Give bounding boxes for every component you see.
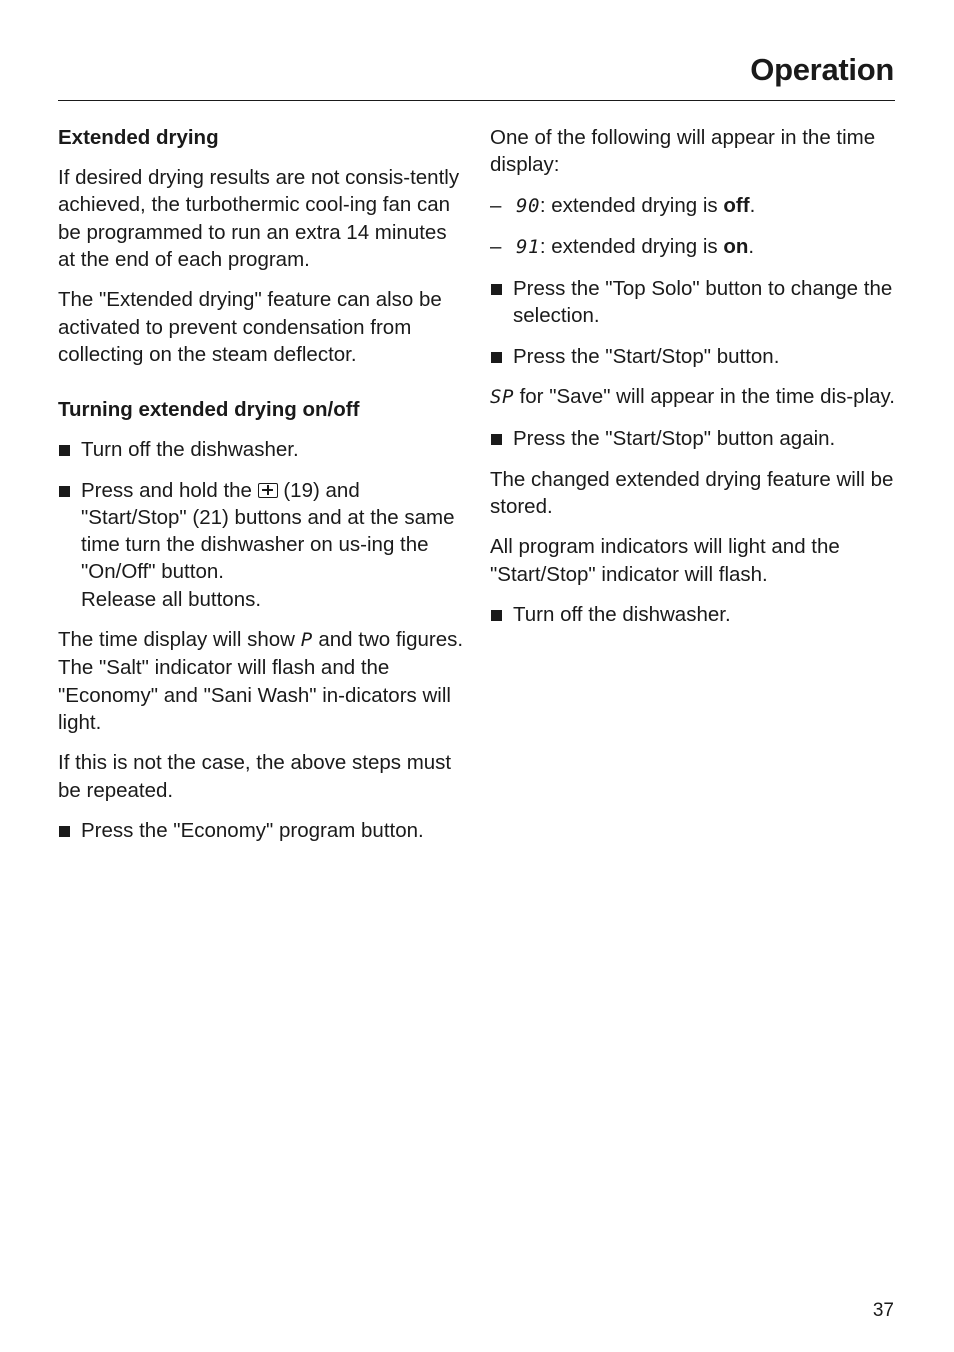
paragraph: One of the following will appear in the time display: — [490, 126, 876, 177]
plus-button-icon — [258, 483, 278, 498]
paragraph-text: and two figures. The "Salt" indicator will flash and the "Economy" and "Sani Wash" in-dicators will light. — [58, 628, 464, 734]
list-item-text: (19) and "Start/Stop" (21) buttons and at the same time turn the dishwasher on us-ing the "On/Off" button. — [81, 478, 455, 584]
page-title: Operation — [750, 52, 894, 87]
display-code: 91 — [516, 236, 540, 259]
section-heading-extended-drying: Extended drying — [58, 126, 219, 149]
paragraph — [58, 626, 464, 736]
bullet-square-icon — [59, 445, 70, 456]
status-word: off — [723, 193, 750, 217]
list-item-text: Press the "Start/Stop" button. — [513, 344, 780, 368]
dash-item-text: : extended drying is — [539, 193, 724, 217]
bullet-square-icon — [491, 610, 502, 621]
list-item-text: Press the "Economy" program button. — [81, 819, 424, 843]
paragraph: The "Extended drying" feature can also be activated to prevent condensation from collecting on the steam deflector. — [58, 288, 442, 366]
list-item — [58, 477, 464, 613]
dash-item-text: : extended drying is — [539, 235, 724, 259]
punctuation: . — [748, 235, 755, 259]
paragraph: If desired drying results are not consis-tently achieved, the turbothermic cool-ing fan can be programmed to run an extra 14 minutes at the end of each program. — [58, 166, 460, 271]
bullet-square-icon — [59, 826, 70, 837]
list-item-text: Press and hold the — [81, 478, 252, 502]
status-word: on — [723, 235, 749, 259]
list-item — [490, 343, 896, 370]
punctuation: . — [749, 193, 756, 217]
section-heading-turning-on-off: Turning extended drying on/off — [58, 398, 360, 422]
header-divider — [58, 100, 895, 101]
paragraph: If this is not the case, the above steps must be repeated. — [58, 751, 452, 802]
dash-item — [490, 192, 896, 220]
bullet-square-icon — [59, 486, 70, 497]
bullet-square-icon — [491, 352, 502, 363]
list-item — [490, 275, 896, 329]
list-item-text: Release all buttons. — [81, 587, 262, 611]
list-item-text: Turn off the dishwasher. — [513, 603, 731, 627]
list-item-text: Press the "Top Solo" button to change the selection. — [513, 276, 893, 328]
list-item-text: Press the "Start/Stop" button again. — [513, 426, 836, 450]
display-code: SP — [490, 386, 514, 409]
display-code: P — [300, 629, 313, 652]
list-item — [490, 601, 896, 628]
paragraph: All program indicators will light and the "Start/Stop" indicator will flash. — [490, 535, 840, 586]
list-item — [58, 436, 464, 463]
list-item — [58, 817, 464, 844]
right-column — [490, 124, 896, 642]
left-column — [58, 124, 464, 858]
paragraph-text: The time display will show — [58, 628, 295, 652]
dash-item — [490, 233, 896, 261]
dash-marker: – — [490, 235, 502, 259]
dash-marker: – — [490, 193, 502, 217]
page-number: 37 — [872, 1300, 894, 1321]
paragraph — [490, 383, 896, 411]
paragraph-text: for "Save" will appear in the time dis-play. — [513, 385, 895, 409]
list-item-text: Turn off the dishwasher. — [81, 438, 299, 462]
list-item — [490, 425, 896, 452]
paragraph: The changed extended drying feature will be stored. — [490, 467, 894, 518]
bullet-square-icon — [491, 284, 502, 295]
display-code: 90 — [516, 194, 540, 217]
bullet-square-icon — [491, 434, 502, 445]
